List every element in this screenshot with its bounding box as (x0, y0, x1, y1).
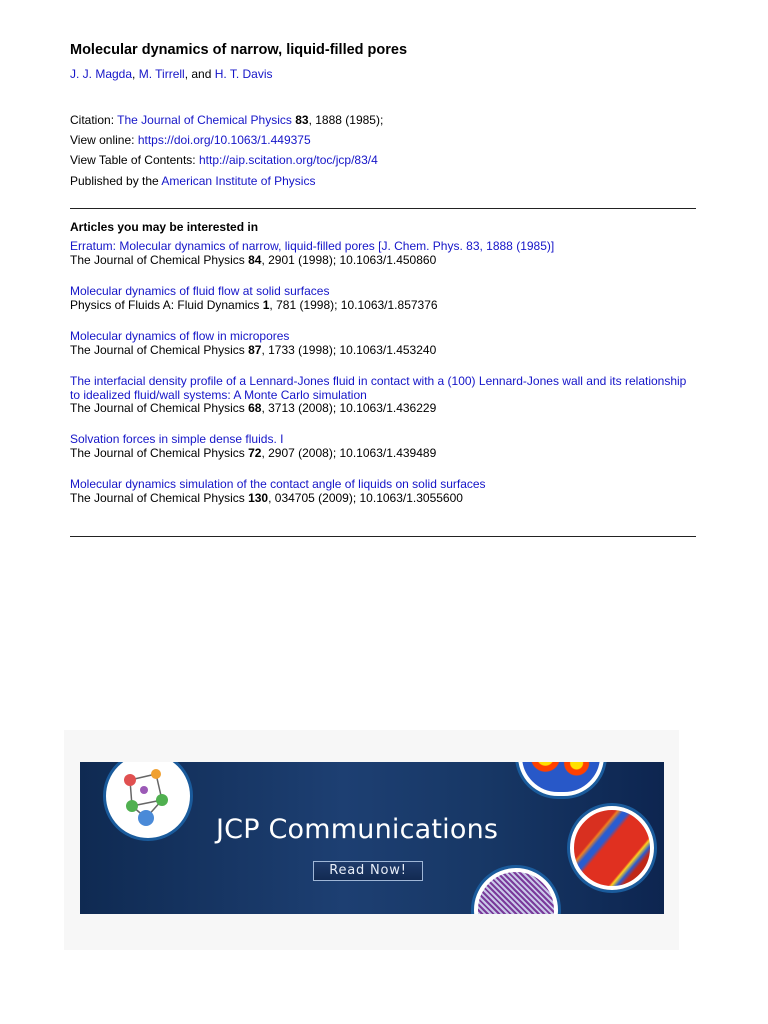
related-journal: The Journal of Chemical Physics (70, 401, 249, 415)
related-article-citation (70, 447, 696, 461)
banner-headline: JCP Communications (216, 814, 499, 845)
author-separator: , (132, 67, 139, 81)
related-article (70, 375, 696, 416)
view-online-line (70, 133, 311, 147)
article-title: Molecular dynamics of narrow, liquid-filled pores (70, 42, 408, 58)
related-journal: The Journal of Chemical Physics (70, 342, 249, 357)
author-link-tirrell[interactable]: M. Tirrell (138, 67, 185, 81)
related-article-link[interactable]: Molecular dynamics of flow in micropores (70, 329, 290, 343)
divider-top (70, 208, 696, 209)
related-details: , 2907 (2008); 10.1063/1.439489 (261, 445, 437, 460)
related-details: , 781 (1998); 10.1063/1.857376 (269, 297, 438, 312)
related-article-link[interactable]: The interfacial density profile of a Lennard-Jones fluid in contact with a (100) Lennard-Jones wall and its relationship to idealized fluid/wall systems: A Monte Carlo simulation (70, 374, 687, 402)
related-article (70, 433, 696, 460)
related-details: , 034705 (2009); 10.1063/1.3055600 (268, 490, 463, 505)
related-article-citation (70, 254, 696, 268)
related-article-link[interactable]: Erratum: Molecular dynamics of narrow, liquid-filled pores [J. Chem. Phys. 83, 1888 (1985)] (70, 239, 555, 253)
divider-bottom (70, 536, 696, 537)
citation-journal-link[interactable]: The Journal of Chemical Physics (117, 113, 292, 127)
related-article-citation (70, 344, 696, 358)
related-article (70, 478, 696, 505)
jcp-communications-banner[interactable] (80, 762, 664, 914)
heatmap-icon (518, 762, 604, 796)
related-volume: 68 (248, 401, 262, 415)
molecule-icon (106, 762, 190, 838)
lattice-icon (474, 868, 558, 914)
molecule-graphic (110, 762, 186, 834)
published-line (70, 174, 315, 188)
related-details: , 2901 (1998); 10.1063/1.450860 (261, 252, 437, 267)
author-link-davis[interactable]: H. T. Davis (214, 67, 273, 81)
related-details: , 3713 (2008); 10.1063/1.436229 (261, 401, 437, 415)
citation-label: Citation: (70, 113, 118, 127)
author-link-magda[interactable]: J. J. Magda (70, 67, 133, 81)
related-article-citation (70, 402, 696, 416)
related-volume: 130 (248, 490, 269, 505)
read-now-button[interactable]: Read Now! (313, 861, 423, 881)
published-label: Published by the (70, 174, 162, 188)
view-online-label: View online: (70, 133, 138, 147)
author-separator: , and (184, 67, 215, 81)
related-volume: 87 (248, 342, 262, 357)
view-toc-label: View Table of Contents: (70, 153, 199, 167)
related-article-link[interactable]: Solvation forces in simple dense fluids. I (70, 432, 284, 446)
author-list (70, 67, 273, 81)
related-article-link[interactable]: Molecular dynamics simulation of the contact angle of liquids on solid surfaces (70, 477, 486, 491)
related-article-citation (70, 299, 696, 313)
related-volume: 72 (248, 445, 262, 460)
citation-line (70, 113, 383, 127)
related-article (70, 330, 696, 357)
related-journal: The Journal of Chemical Physics (70, 490, 249, 505)
toc-link[interactable]: http://aip.scitation.org/toc/jcp/83/4 (198, 153, 378, 167)
related-article-citation (70, 492, 696, 506)
related-article-link[interactable]: Molecular dynamics of fluid flow at solid surfaces (70, 284, 330, 298)
related-volume: 84 (248, 252, 262, 267)
related-article (70, 240, 696, 267)
citation-volume: 83 (295, 113, 309, 127)
related-article (70, 285, 696, 312)
related-heading: Articles you may be interested in (70, 220, 259, 234)
related-volume: 1 (262, 297, 270, 312)
doi-link[interactable]: https://doi.org/10.1063/1.449375 (137, 133, 311, 147)
related-details: , 1733 (1998); 10.1063/1.453240 (261, 342, 437, 357)
publisher-link[interactable]: American Institute of Physics (161, 174, 316, 188)
view-toc-line (70, 153, 378, 167)
related-journal: Physics of Fluids A: Fluid Dynamics (70, 297, 263, 312)
related-journal: The Journal of Chemical Physics (70, 445, 249, 460)
citation-details: , 1888 (1985); (308, 113, 384, 127)
wave-pattern-icon (570, 806, 654, 890)
related-journal: The Journal of Chemical Physics (70, 252, 249, 267)
